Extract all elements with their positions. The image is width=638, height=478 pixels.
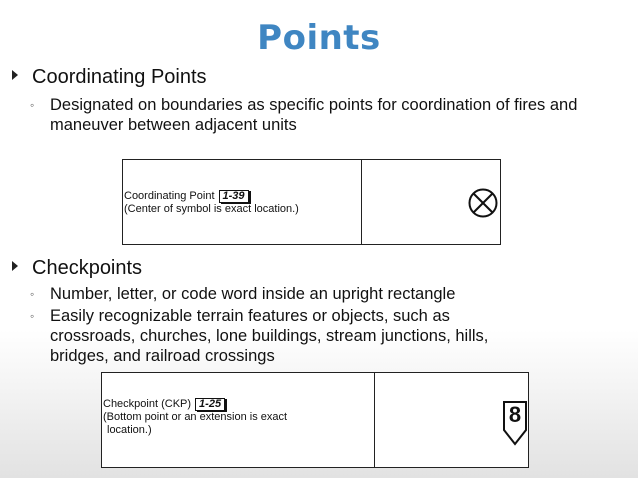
checkpoint-panel	[101, 372, 529, 468]
bullet-coordinating-points	[12, 66, 207, 89]
panel-label: Checkpoint (CKP)	[103, 398, 192, 410]
triangle-bullet-icon	[12, 261, 18, 271]
triangle-bullet-icon	[12, 70, 18, 80]
ring-bullet-icon: ◦	[30, 98, 35, 112]
checkpoint-marker-icon	[502, 400, 528, 446]
panel-note-line1: (Bottom point or an extension is exact	[103, 411, 288, 423]
sub-bullet	[30, 95, 610, 135]
panel-note: (Center of symbol is exact location.)	[124, 203, 299, 215]
panel-divider	[374, 373, 375, 467]
ring-bullet-icon: ◦	[30, 287, 35, 301]
heading-checkpoints: Checkpoints	[32, 257, 143, 279]
slide-title: Points	[257, 18, 381, 58]
ring-bullet-icon: ◦	[30, 309, 35, 323]
panel-description	[103, 398, 287, 437]
sub-bullet-text: Number, letter, or code word inside an upright rectangle	[50, 285, 456, 303]
sub-bullet	[30, 306, 520, 366]
panel-code-tag: 1-25	[195, 398, 225, 411]
panel-label: Coordinating Point	[124, 190, 215, 202]
circle-x-icon	[467, 187, 499, 219]
sub-bullet-text: Easily recognizable terrain features or objects, such as crossroads, churches, lone buildings, stream junctions, hills, bridges, and railroad crossings	[50, 307, 489, 365]
sub-bullet-text: Designated on boundaries as specific points for coordination of fires and maneuver between adjacent units	[50, 96, 578, 134]
heading-coordinating-points: Coordinating Points	[32, 66, 207, 88]
panel-code-tag: 1-39	[219, 190, 249, 203]
panel-description	[124, 190, 299, 216]
checkpoint-number: 8	[508, 402, 522, 427]
coordinating-point-panel	[122, 159, 501, 245]
bullet-checkpoints	[12, 257, 142, 280]
panel-divider	[361, 160, 362, 244]
panel-note-line2: location.)	[107, 424, 152, 436]
sub-bullet	[30, 284, 610, 304]
